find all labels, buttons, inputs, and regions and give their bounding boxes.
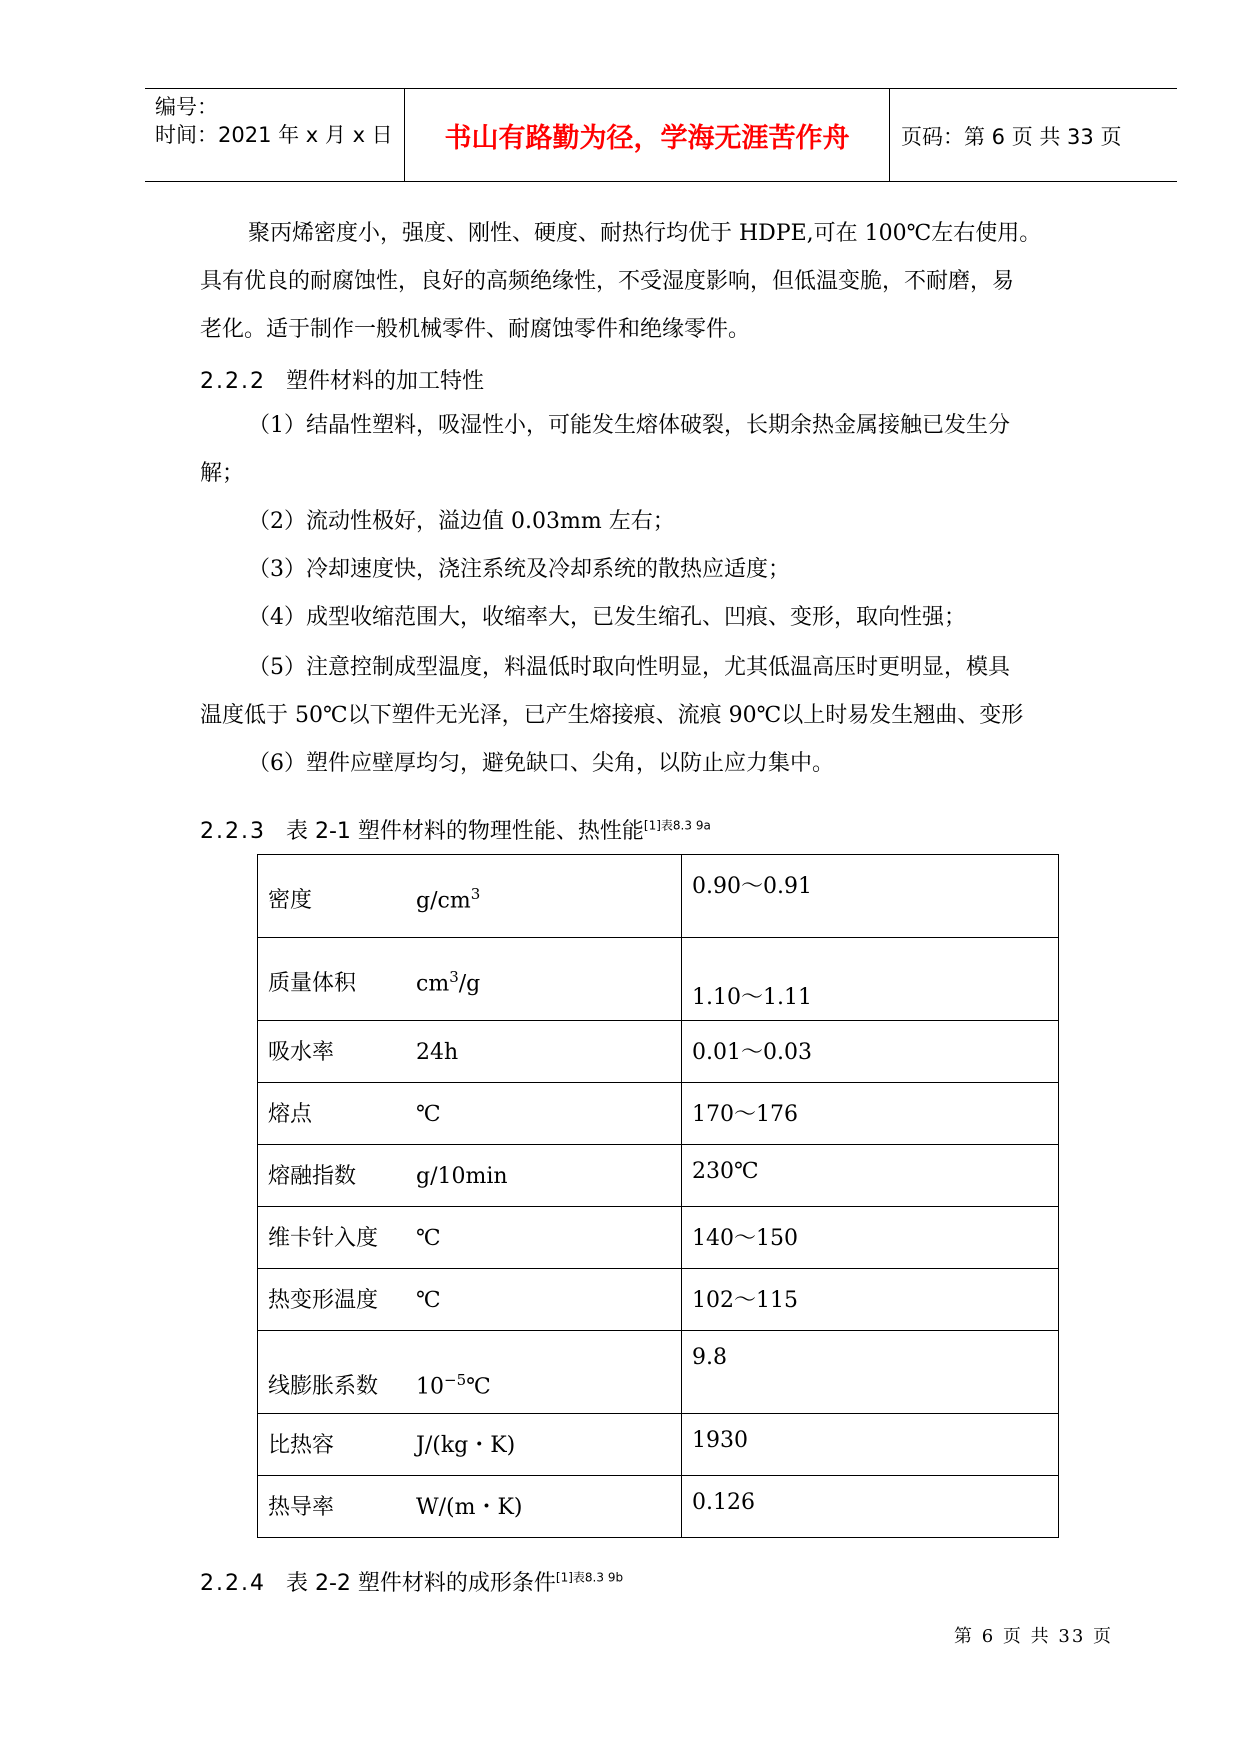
table-cell-property [258,1269,682,1331]
property-name: 热变形温度 [268,1288,379,1313]
table-cell-value: 0.01～0.03 [682,1021,1059,1083]
list-item: 温度低于 50℃以下塑件无光泽，已产生熔接痕、流痕 90℃以上时易发生翘曲、变形 [200,703,1024,728]
header-meta [155,93,393,149]
table-cell-property [258,1083,682,1145]
property-name: 质量体积 [268,971,357,996]
table-row [258,1414,1059,1476]
header-time-label: 时间：2021 年 x 月 x 日 [155,123,393,147]
table-cell-value: 0.90～0.91 [682,855,1059,938]
table-row [258,1476,1059,1538]
list-item: （1）结晶性塑料，吸湿性小，可能发生熔体破裂，长期余热金属接触已发生分 [248,413,1010,438]
table-cell-property [258,1476,682,1538]
section-heading [200,364,484,395]
property-unit: J/(kg・K) [416,1433,516,1458]
section-heading [200,814,711,845]
property-name: 比热容 [268,1433,335,1458]
property-unit: g/10min [416,1164,508,1189]
property-name: 吸水率 [268,1040,335,1065]
list-item: （5）注意控制成型温度，料温低时取向性明显，尤其低温高压时更明显，模具 [248,655,1010,680]
table-cell-value: 9.8 [682,1331,1059,1414]
table-cell-property [258,1331,682,1414]
table-row [258,1269,1059,1331]
table-row [258,1021,1059,1083]
table-cell-property [258,1021,682,1083]
table-row [258,1331,1059,1414]
section-heading [200,1566,623,1597]
property-name: 密度 [268,888,313,913]
section-number: 2.2.4 [200,1571,266,1596]
table-row [258,855,1059,938]
list-item: （4）成型收缩范围大，收缩率大，已发生缩孔、凹痕、变形，取向性强； [248,605,966,630]
table-cell-value: 1.10～1.11 [682,938,1059,1021]
list-item: （3）冷却速度快，浇注系统及冷却系统的散热应适度； [248,557,790,582]
header-page-label: 页码：第 6 页 共 33 页 [901,125,1122,149]
list-item: （2）流动性极好，溢边值 0.03mm 左右； [248,509,675,534]
header-number-label: 编号： [155,95,218,119]
section-title: 表 2-1 塑件材料的物理性能、热性能 [286,819,644,844]
page-footer: 第 6 页 共 33 页 [954,1626,1113,1647]
table-cell-value: 230℃ [682,1145,1059,1207]
property-unit: ℃ [416,1226,441,1251]
table-cell-value: 1930 [682,1414,1059,1476]
property-name: 维卡针入度 [268,1226,379,1251]
reference-mark: [1]表8.3 9a [643,818,711,833]
property-unit: ℃ [416,1288,441,1313]
property-unit: 24h [416,1040,459,1065]
list-item: （6）塑件应壁厚均匀，避免缺口、尖角，以防止应力集中。 [248,751,834,776]
table-row [258,938,1059,1021]
intro-line: 具有优良的耐腐蚀性，良好的高频绝缘性，不受湿度影响，但低温变脆，不耐磨，易 [200,269,1015,294]
property-unit: $10^{-5}℃$ [416,1370,491,1399]
table-cell-property [258,938,682,1021]
section-title: 表 2-2 塑件材料的成形条件 [286,1571,556,1596]
table-cell-property [258,1414,682,1476]
page-header [145,88,1177,182]
header-motto: 书山有路勤为径，学海无涯苦作舟 [444,123,850,154]
table-row [258,1083,1059,1145]
property-name: 熔点 [268,1102,313,1127]
property-unit: $cm^3/g$ [416,967,481,996]
table-cell-value: 140～150 [682,1207,1059,1269]
property-unit: W/(m・K) [416,1495,523,1520]
table-row [258,1207,1059,1269]
reference-mark: [1]表8.3 9b [555,1570,624,1585]
table-cell-property [258,1207,682,1269]
property-name: 热导率 [268,1495,335,1520]
table-cell-value: 102～115 [682,1269,1059,1331]
table-cell-property [258,855,682,938]
section-number: 2.2.3 [200,819,266,844]
table-cell-property [258,1145,682,1207]
intro-line: 聚丙烯密度小，强度、刚性、硬度、耐热行均优于 HDPE,可在 100℃左右使用。 [248,221,1042,246]
list-item: 解； [200,461,245,486]
property-name: 线膨胀系数 [268,1374,379,1399]
table-cell-value: 170～176 [682,1083,1059,1145]
property-unit: ℃ [416,1102,441,1127]
header-divider [889,89,890,181]
table-cell-value: 0.126 [682,1476,1059,1538]
intro-line: 老化。适于制作一般机械零件、耐腐蚀零件和绝缘零件。 [200,317,751,342]
table-row [258,1145,1059,1207]
properties-table [257,854,1059,1538]
property-unit: $g/cm^3$ [416,884,481,913]
property-name: 熔融指数 [268,1164,357,1189]
section-title: 塑件材料的加工特性 [286,369,485,394]
section-number: 2.2.2 [200,369,266,394]
